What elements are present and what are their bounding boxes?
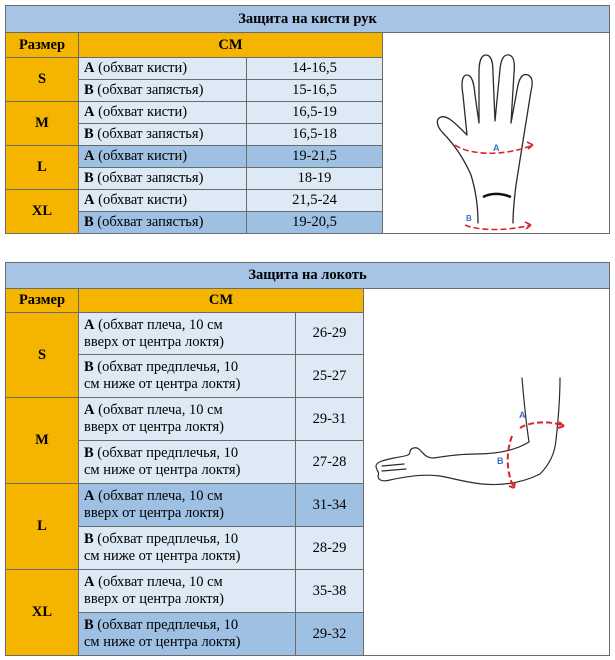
measure-desc: A (обхват кисти) (79, 102, 247, 124)
size-label: S (6, 313, 79, 398)
measure-desc: B (обхват запястья) (79, 168, 247, 190)
measure-desc: B (обхват предплечья, 10 см ниже от центра локтя) (79, 441, 296, 484)
elbow-table-title: Защита на локоть (6, 263, 610, 289)
size-label: M (6, 102, 79, 146)
wrist-table-title: Защита на кисти рук (6, 6, 610, 33)
measure-value: 31-34 (296, 484, 364, 527)
arm-diagram-cell (364, 289, 610, 656)
size-label: XL (6, 570, 79, 656)
measure-desc: B (обхват запястья) (79, 80, 247, 102)
measure-value: 18-19 (247, 168, 383, 190)
measure-desc: B (обхват предплечья, 10 см ниже от центра локтя) (79, 527, 296, 570)
size-label: XL (6, 190, 79, 234)
elbow-diagram-label-a: A (519, 410, 526, 420)
measure-value: 29-31 (296, 398, 364, 441)
measure-desc: A (обхват кисти) (79, 58, 247, 80)
wrist-diagram-label-b: B (466, 214, 472, 223)
measure-value: 27-28 (296, 441, 364, 484)
measure-value: 29-32 (296, 613, 364, 656)
measure-desc: A (обхват плеча, 10 см вверх от центра локтя) (79, 398, 296, 441)
measure-desc: B (обхват предплечья, 10 см ниже от центра локтя) (79, 355, 296, 398)
wrist-diagram-label-a: A (493, 143, 500, 153)
size-column-header: Размер (6, 33, 79, 58)
elbow-diagram-label-b: B (497, 456, 504, 466)
wrist-size-table (5, 5, 610, 234)
measure-value: 14-16,5 (247, 58, 383, 80)
size-label: L (6, 146, 79, 190)
measure-value: 28-29 (296, 527, 364, 570)
measure-value: 21,5-24 (247, 190, 383, 212)
size-label: M (6, 398, 79, 484)
size-label: S (6, 58, 79, 102)
measure-desc: A (обхват кисти) (79, 190, 247, 212)
measure-value: 15-16,5 (247, 80, 383, 102)
measure-value: 16,5-18 (247, 124, 383, 146)
measure-value: 16,5-19 (247, 102, 383, 124)
wrist-measure-arrow (465, 225, 531, 230)
measure-value: 25-27 (296, 355, 364, 398)
measure-desc: A (обхват плеча, 10 см вверх от центра локтя) (79, 484, 296, 527)
measure-desc: B (обхват запястья) (79, 124, 247, 146)
measure-desc: A (обхват плеча, 10 см вверх от центра локтя) (79, 570, 296, 613)
measure-value: 19-20,5 (247, 212, 383, 234)
measure-desc: B (обхват запястья) (79, 212, 247, 234)
measure-value: 19-21,5 (247, 146, 383, 168)
size-column-header: Размер (6, 289, 79, 313)
measure-value: 26-29 (296, 313, 364, 355)
cm-column-header: СМ (79, 33, 383, 58)
forearm-measure-arrow (508, 436, 514, 488)
measure-desc: A (обхват плеча, 10 см вверх от центра локтя) (79, 313, 296, 355)
elbow-size-table (5, 262, 610, 656)
size-label: L (6, 484, 79, 570)
cm-column-header: СМ (79, 289, 364, 313)
measure-desc: B (обхват предплечья, 10 см ниже от центра локтя) (79, 613, 296, 656)
hand-diagram-cell (383, 33, 610, 234)
arm-measurement-icon (364, 372, 609, 572)
measure-value: 35-38 (296, 570, 364, 613)
measure-desc: A (обхват кисти) (79, 146, 247, 168)
hand-measurement-icon (383, 33, 609, 233)
